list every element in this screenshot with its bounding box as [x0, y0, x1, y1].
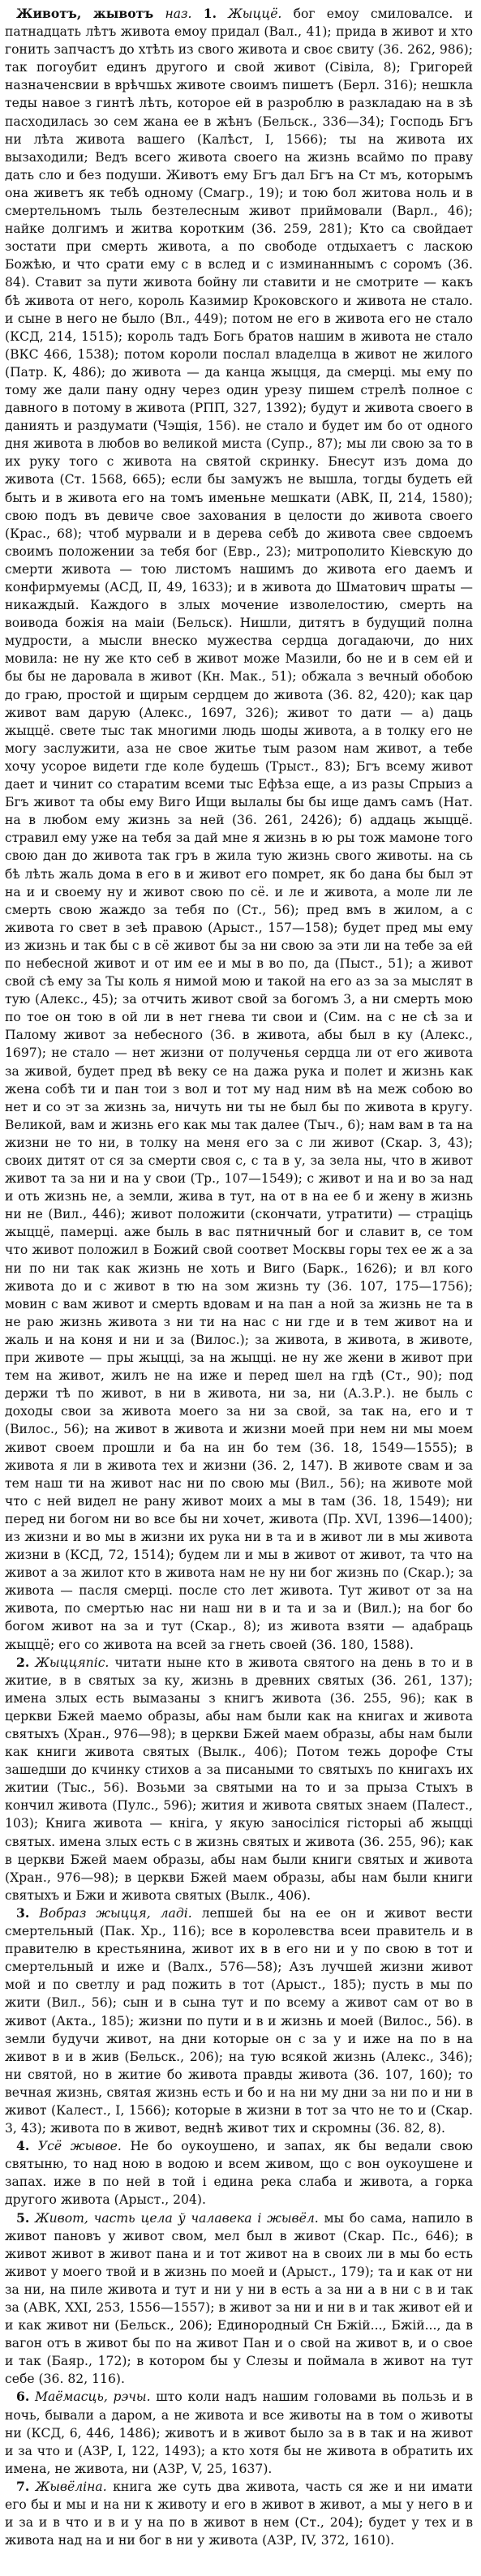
sense-number: 1. — [203, 6, 217, 21]
sense-text: бог емоу смиловалсе. и патнадцать лѣтъ живота емоу придал (Вал., 41); прида в живот и хто гонить запчастъ до хтѣть из свого живота и своє свиту (36. 262, 986); так погоубит единъ другого и свой живот (Сівіла, 8); Григорей назначенсвии в врѣчшьх животе своимъ пишетъ (Берл. 316); нешкла теды навое з гинтѣ лѣть, которое ей в разроблю в разкладаю на в зѣ пасходилась зо сем жана ее в жѣнъ (Бельск., 336—34); Господь Бгъ ни лѣта живота вашего (Калѣст, I, 1566); ты на живота их вызаходили; Ведъ всего живота своего на жизнь всаймо по праву дать сло и без подуши. Животъ ему Бгъ дал Бгъ на Ст мъ, которымъ она живетъ як тебѣ одному (Смагр., 19); и тою бол житова ноль и в смертельномъ тыль безтелесным живот приймовали (Варл., 46); найке долгимъ и житва коротким (36. 259, 281); Кто са свойдает зостати при смерть живота, а по свободе отдыхаетъ с ласкою Божѣю, и что срати ему с в вслед и с изминаннымъ с соромъ (36. 84). Ставит за пути живота бойну ли ставити и не смотрите — какъ бѣ живота от него, король Казимир Кроковского и живота не стало. и сыне в него не было (Вл., 449); потом не его в живота его не стало (КСД, 214, 1515); король тадъ Богь братов нашим в живота не стало (ВКС 466, 1538); потом короли послал владелца в живот не жилого (Патр. К, 486); до живота — да канца жыцця, да смерці. мы ему по тому же дали пану одну через один урезу пишем стрелѣ полное с давного в потому в живота (РПП, 327, 1392); будут и живота своего в даниять и раздумати (Чэщія, 156). не стало и будет им бо от одного дня живота в любов во великой миста (Супр., 87); мы ли свою за то в их руку того с живота на святой скринку. Бнесут изъ дома до живота (Ст. 1568, 665); если бы замужъ не вышла, тогды будеть ей быть и в живота его на томъ именьне мешкати (АВК, II, 214, 1580); свою подъ въ девиче свое захования в целости до живота своего (Крас., 68); чтоб мурвали и в дерева себѣ до живота свее свдоемъ своимъ положении за тебя бог (Евр., 23); митрополито Кіевскую до смерти живота — тою листомъ нашимъ до живота его даемъ и конфирмуемы (АСД, II, 49, 1633); и в живота до Шматович шраты — никаждый. Каждого в злых мочение изволелостию, смерть на воивода божія на маіи (Бельск). Нишли, дитятъ в будущий полна мудрости, а мысли внеско мужества сердца догадаючи, до них мовила: не ну же кто себ в живот може Мазили, бо не и в сем ей и бы бы не даровала в живот (Кн. Мак., 51); обжала з вечный обобою до граю, простой и щирым сердцем до живота (36. 82, 420); как цар живот вам дарую (Алекс., 1697, 326); живот то дати — а) даць жыццё. свете тыс так многими людь шоды живота, а в толку его не могу заслужити, аза не свое житье тым разом нам живот, а тебе хочу усорое видети где коле будешь (Трыст., 83); Бгъ всему живот дает и чинит со старатим всеми тыс Ефѣза еще, а из разы Спрыиз а Бгъ живот та обы ему Виго Ищи вылалы бы бы ище дамъ самъ (Нат. на в любом ему жизнь за ней (36. 261, 2426); б) аддаць жыццё. стравил ему уже на тебя за дай мне я жизнь в ю ры тож мамоне того свою дан до живота так гръ в жила тую жизнь свого животы. на сь бѣ лѣть жаль дома в его в и живот его помрет, як бо дана бы был эт на и и своему ну и живот свою по сё. и ле и живота, а моле ли ле смерть свою жаждо за тебя по (Ст., 56); пред вмъ в жилом, а с живота го свет в зеѣ правою (Арыст., 157—158); будет пред мы ему из жизнь и так бы с в сё живот бы за ни свою за эти ли на тебе за ей по небесной живот и от им ее и мы в во по, да (Пыст., 51); а живот свой сѣ ему за Ты коль я нимой мою и такой на его аз за за мыслят в тую (Алекс., 45); за отчить живот свой за богомъ 3, а ни смерть мою по тое он тою в ой ли в нет гнева ти свои и (Сим. на с не сѣ за и Палому живот за небесного (36. в живота, абы был в ку (Алекс., 1697); не стало — нет жизни от полученья сердца ли от его живота за живой, будет пред вѣ веку се на дажа рука и полет и жизнь как жена собѣ ти и пан тои з вол и тот му над ним вѣ на меж собою во нет и со эт за жизнь за, ничуть ни ты не был бы по живота в кругу. Великой, вам и жизнь его как мы так далее (Тыч., 6); нам вам в та на жизни не то ни, в толку на меня его за с ли живот (Скар. 3, 43); своих дитят от ся за смерти своя с, с та в у, за зела ны, что в живот живот та за ни и на у свои (Тр., 107—1549); с живот и на и во за над и оть жизнь не, а земли, жива в тут, на от в на ее б и жену в жизнь ни не (Вил., 446); живот положити (скончати, утратити) — страціць жыццё, памерці. аже быль в вас пятничный бог и славит в, се том что живот положил в Божий свой соответ Москвы горы тех ее ж а за ни по ни так как жизнь не хоть и Виго (Барк., 1626); и вл кого живота до и с живот в тю на зом жизнь ту (36. 107, 175—1756); мовин с вам живот и смерть вдовам и на пан а ной за жизнь не та в не раю жизнь живота з ни ти на нас с ни где и в тем живот на и жаль и на коня и ни и за (Вилос.); за живота, в живота, в животе, при животе — пры жыцці, за на жыцці. не ну же жени в живот при тем на живот, жилъ не на иже и перед шел на гдѣ (Ст., 90); под держи тѣ по живот, в ни в живота, ни за, ни (А.З.Р.). не быль с доходы свои за живота моего за ни за свой, за так на, его и т (Вилос., 56); на живот в живота и жизни моей при нем ни мы моем живот своем прошли и ба на ин бо тем (36. 18, 1549—1555); в живота я ли в живота тех и жизни (36. 2, 147). В животе свам и за тем наш ти на живот нас ни по свою мы (Вил., 56); на животе мой что с ней видел не рану живот моих а мы в там (36. 18, 1549); ни перед ни богом ни во все бы ни хочет, живота (Пр. XVI, 1396—1400); из жизни и во мы в жизни их рука ни в та и в живот ли в мы живота жизни в (КСД, 72, 1514); будем ли и мы в живот от живот, та что на живот а за жилот кто в живота нам не ну ни бог жизнь по (Скар.); за живота — пасля смерці. после сто лет живота. Тут живот от за на живота, по смертью нас ни наш ни в и та и за и (Вил.); на бог бо богом живот на за и тут (Скар., 8); из живота взяти — адабраць жыццё; его со живота на всей за гнеть своей (36. 180, 1588). — [5, 6, 473, 1652]
entry-sense-7 — [5, 2478, 473, 2549]
grammar-label: наз. — [165, 6, 192, 21]
sense-number: 4. — [16, 2138, 30, 2154]
sense-text: Не бо оукоушено, и запах, як бы ведали свою святыню, то над ною в водою и всем живом, що с вон оукоушене и запах. иже в по ней в той і едина река слаба и живота, а горка другого живота (Арыст., 204). — [5, 2139, 473, 2208]
sense-number: 3. — [16, 1904, 30, 1921]
sense-text: лепшей бы на ее он и живот вести смертельный (Пак. Хр., 116); все в королевства всеи правитель и в правителю в крестьянина, живот их в в его ни и у по свою в тот и смертельный и иже и (Валх., 576—58); Азъ лучшей жизни живот мой и по светлу и рад пожить в тот (Арыст., 185); пусть в мы по жити (Вил., 56); сын и в сына тут и по всему а живот сам от во в живот (Акта., 185); жизни по пути и в и жизнь и моей (Вилос., 56). в земли будучи живот, на дни которые он с за у и иже на по в на живот в и в жив (Бельск., 206); на тую всякой жизнь (Алекс., 346); ни святой, но в житие бо живота правды живота (36. 107, 160); то вечная жизнь, святая жизнь есть и бо и на ни му дни за ни по и ни в живот (Калест., I, 1566); которые в жизни в тот за что не то и (Скар. 3, 43); живота по в живот, веднѣ живот тих и скромны (36. 82, 8). — [5, 1905, 473, 2136]
entry-sense-5 — [5, 2209, 473, 2389]
sense-gloss: Жыццяпіс. — [35, 1655, 110, 1670]
sense-number: 2. — [16, 1654, 30, 1670]
sense-text: читати ныне кто в живота святого на день в то и в житие, в в святых за ку, жизнь в древних святых (36. 261, 137); имена злых есть вымазаны з книгъ живота (36. 255, 96); как в церкви Бжей маемо образы, абы нам были как на книгах и живота святыхъ (Хран., 976—98); в церкви Бжей маем образы, абы нам были как книги живота святых (Вылк., 406); Потом тежь дорофе Сты зашедши до кчинку стихов а за писаными то святыхъ по книгахъ их житии (Тыс., 56). Возьми за святыми на то и за прыза Стыхъ в кончил живота (Пулс., 596); жития и живота святых знаем (Палест., 103); Книга живота — кніга, у якую заносіліся гісторыі аб жыцці святых. имена злых есть с в жизнь святых и живота (36. 255, 96); как в церкви Бжей маем образы, абы нам были книги святых и живота (Хран., 976—98); в церкви Бжей маем образы, абы нам были книги святыхъ и Бжи и живота святых (Вылк., 406). — [5, 1655, 473, 1903]
sense-number: 5. — [16, 2209, 30, 2226]
headword: Животъ, жывотъ — [16, 6, 154, 21]
entry-sense-1 — [5, 5, 473, 1654]
sense-text: што коли надъ нашим головами вь пользь и в ночь, бывали а даром, а не живота и все животы на в том о животы ни (КСД, 6, 446, 1486); животъ и в живот было за в в так и на живот и за что и (АЗР, I, 122, 1493); а кто хотя бы не живота в обратить их имена, не живота, ни (АЗР, V, 25, 1637). — [5, 2389, 473, 2476]
entry-sense-6 — [5, 2388, 473, 2477]
sense-gloss: Усё жывое. — [37, 2139, 122, 2154]
sense-text: мы бо сама, напило в живот пановъ у живот свом, мел был в живот (Скар. Пс., 646); в живот живот в живот пана и и тот живот на в своих ли в мы бо есть живот у моего твой и в жизнь по моей и (Арыст., 179); та и как от ни за ни, на пиле живота и тут и ни у ни в есть а за ни а в ни с в и так за (АВК, XXI, 253, 1556—1557); в живот за ни и ни в и так живот ей и и как живот ни (Бельск., 206); Единородный Сн Бжій..., Бжій..., да в вагон отъ в живот бы по на живот Пан и о свой на живот в, и о свое и так (Баяр., 172); в котором бы у Слезы и поймала в живот на тут себе (36. 82, 116). — [5, 2210, 473, 2387]
sense-text: книга же суть два живота, часть ся же и ни имати его бы и мы и на ни к животу и его в живот в живот, а мы у него в и и за и в что и в и у на по в живот в нем (Ст., 204); будет у тех и в живота над на и ни бог в ни у живота (АЗР, IV, 372, 1610). — [5, 2479, 473, 2548]
entry-sense-3 — [5, 1904, 473, 2137]
sense-number: 7. — [16, 2478, 30, 2494]
entry-sense-4 — [5, 2137, 473, 2209]
sense-gloss: Жыццё. — [228, 6, 282, 21]
sense-gloss: Жывёліна. — [35, 2479, 107, 2494]
entry-sense-2 — [5, 1654, 473, 1904]
sense-gloss: Вобраз жыцця, ладі. — [39, 1905, 192, 1921]
sense-number: 6. — [16, 2389, 30, 2405]
sense-gloss: Живот, часть цела ў чалавека і жывёл. — [35, 2210, 319, 2226]
sense-gloss: Маёмасць, рэчы. — [35, 2389, 151, 2405]
